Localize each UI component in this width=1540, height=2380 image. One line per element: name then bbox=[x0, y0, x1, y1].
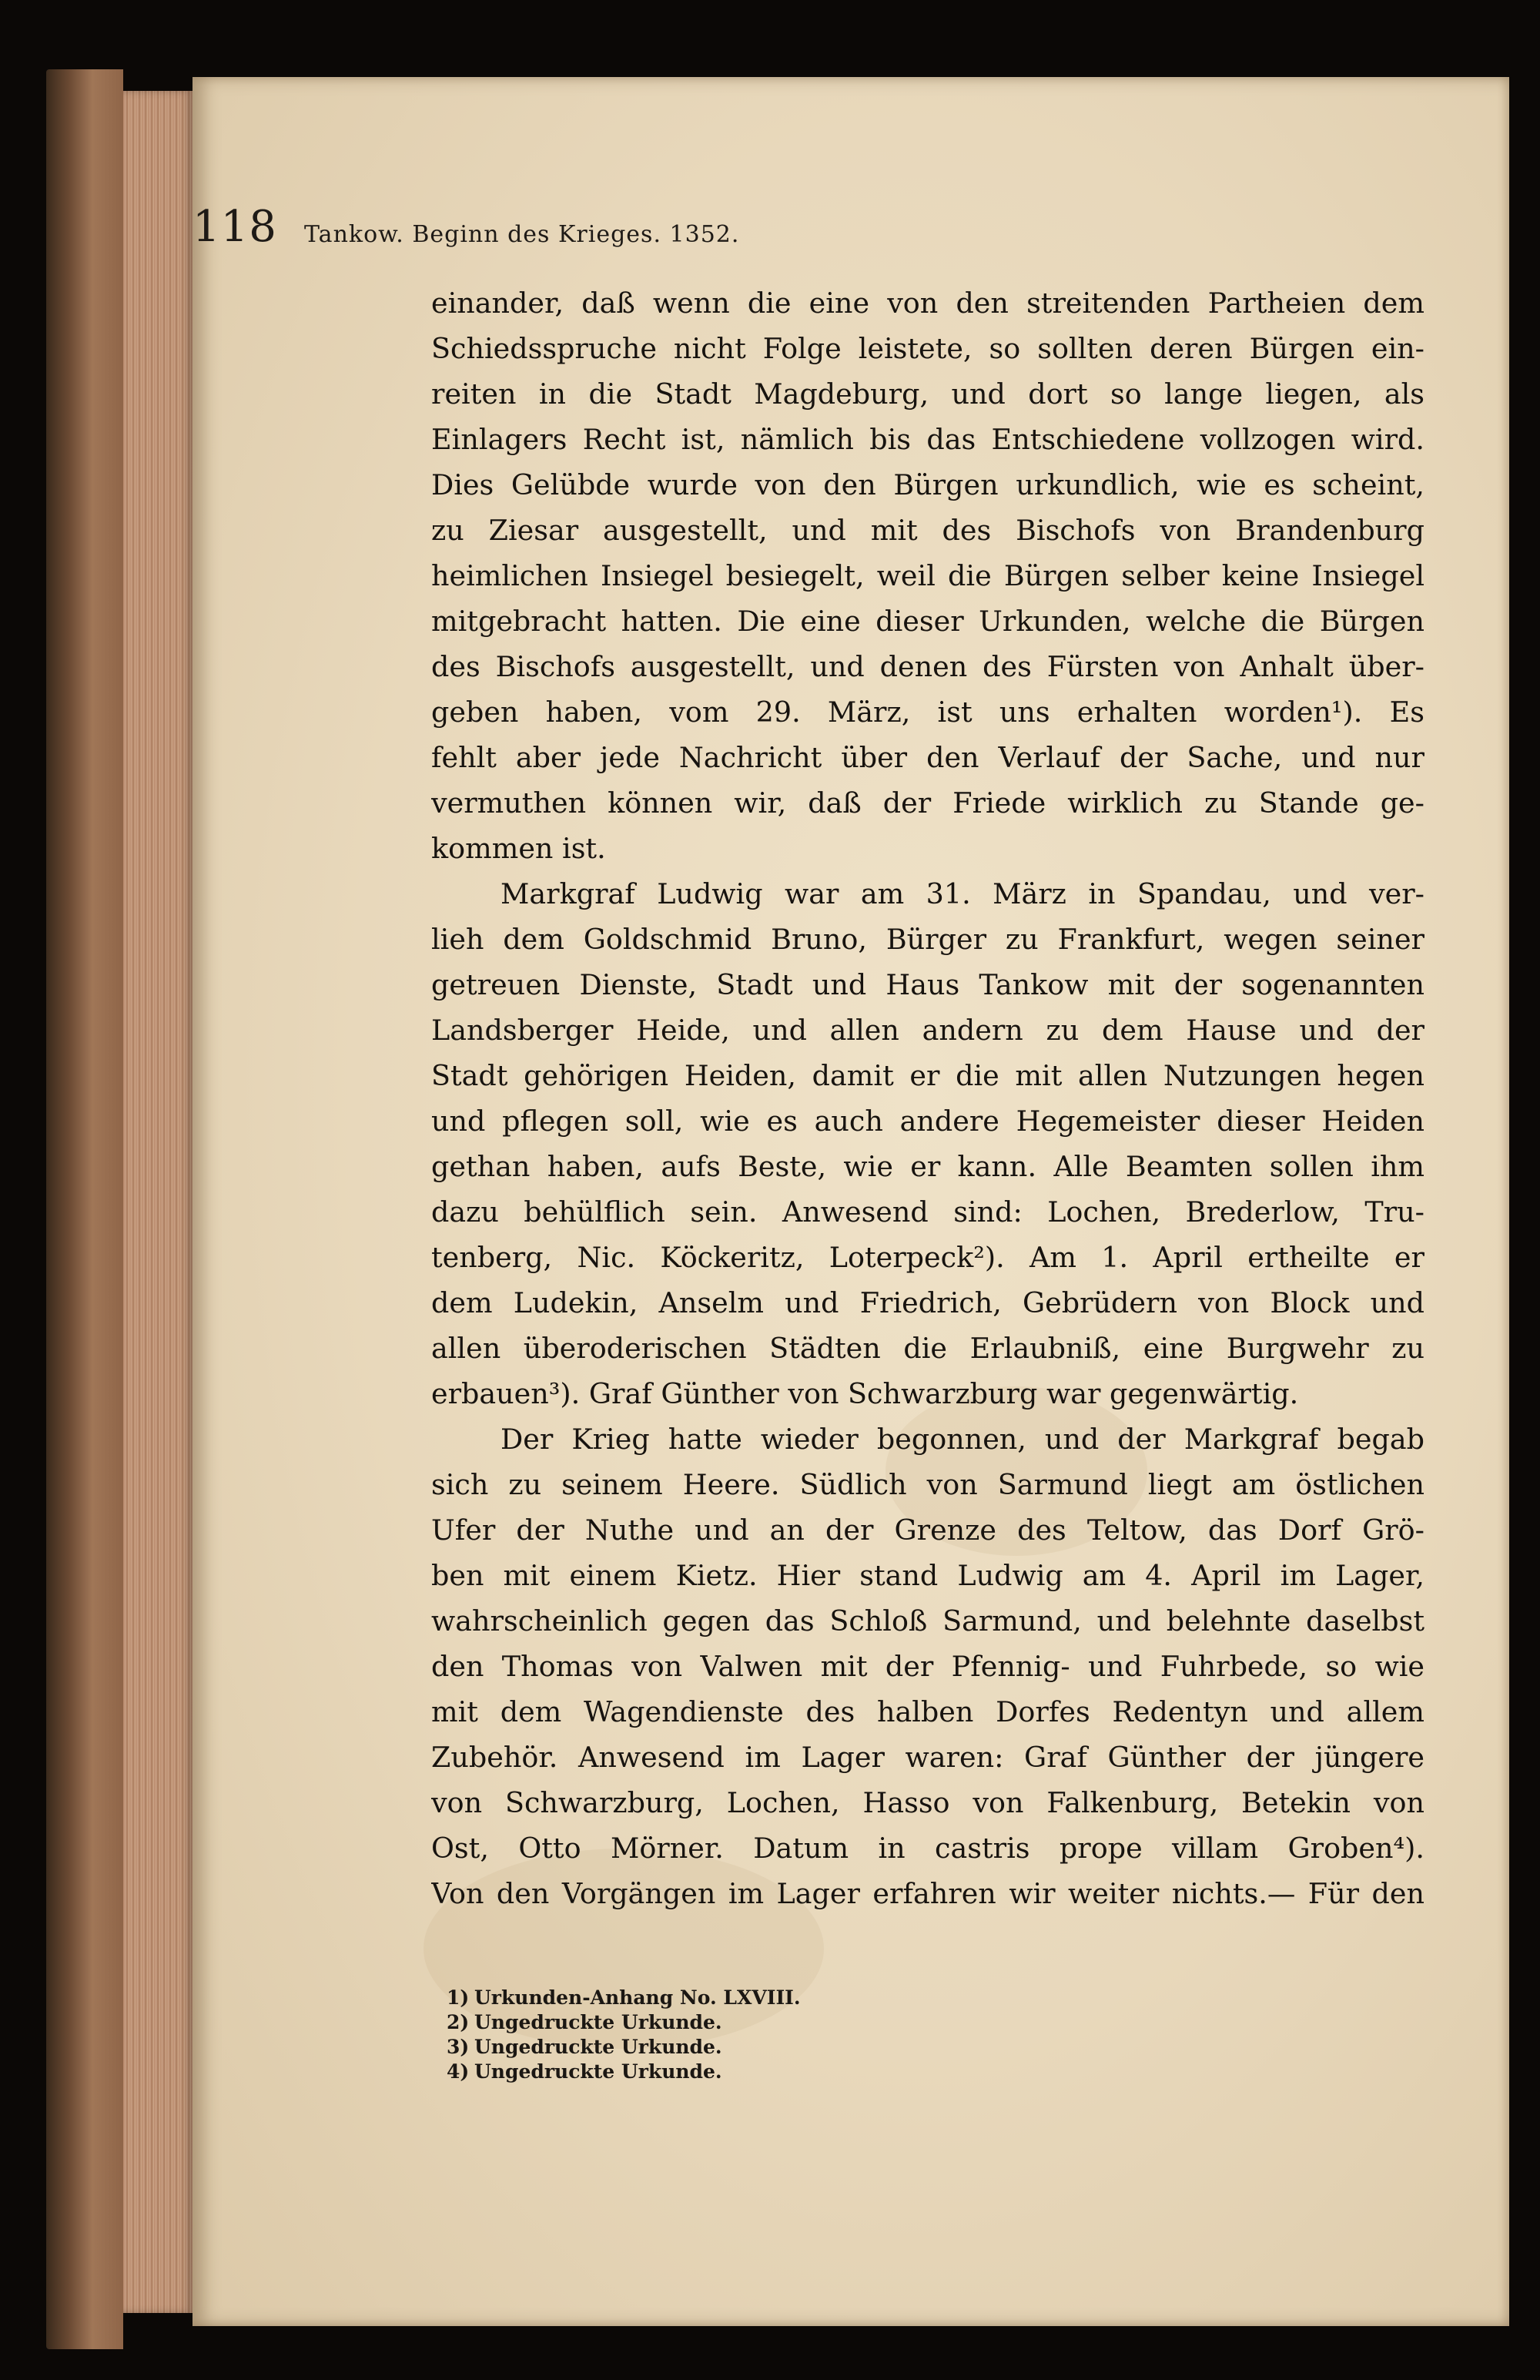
text-line: sich zu seinem Heere. Südlich von Sarmund liegt am östlichen bbox=[431, 1468, 1424, 1501]
text-line: Schiedsspruche nicht Folge leistete, so sollten deren Bürgen ein- bbox=[431, 332, 1424, 365]
text-line: Ufer der Nuthe und an der Grenze des Teltow, das Dorf Grö- bbox=[431, 1513, 1424, 1547]
text-line: dem Ludekin, Anselm und Friedrich, Gebrüdern von Block und bbox=[431, 1286, 1424, 1319]
text-line: ben mit einem Kietz. Hier stand Ludwig am 4. April im Lager, bbox=[431, 1559, 1424, 1592]
running-head: Tankow. Beginn des Krieges. 1352. bbox=[304, 221, 740, 248]
text-line: fehlt aber jede Nachricht über den Verlauf der Sache, und nur bbox=[431, 741, 1424, 774]
text-line: vermuthen können wir, daß der Friede wirklich zu Stande ge- bbox=[431, 786, 1424, 820]
text-line: tenberg, Nic. Köckeritz, Loterpeck²). Am 1. April ertheilte er bbox=[431, 1241, 1424, 1274]
text-line: Zubehör. Anwesend im Lager waren: Graf Günther der jüngere bbox=[431, 1741, 1424, 1774]
text-line: heimlichen Insiegel besiegelt, weil die Bürgen selber keine Insiegel bbox=[431, 559, 1424, 592]
text-line: Markgraf Ludwig war am 31. März in Spandau, und ver- bbox=[500, 877, 1424, 910]
book-spine bbox=[46, 69, 123, 2349]
text-line: Dies Gelübde wurde von den Bürgen urkundlich, wie es scheint, bbox=[431, 468, 1424, 501]
text-line: von Schwarzburg, Lochen, Hasso von Falkenburg, Betekin von bbox=[431, 1786, 1424, 1819]
footnote-number: 1) bbox=[447, 1986, 470, 2009]
text-line: Ost, Otto Mörner. Datum in castris prope villam Groben⁴). bbox=[431, 1832, 1424, 1865]
text-line: reiten in die Stadt Magdeburg, und dort so lange liegen, als bbox=[431, 377, 1424, 411]
text-line: Landsberger Heide, und allen andern zu dem Hause und der bbox=[431, 1014, 1424, 1047]
text-line: dazu behülflich sein. Anwesend sind: Lochen, Brederlow, Tru- bbox=[431, 1195, 1424, 1229]
text-line: einander, daß wenn die eine von den streitenden Partheien dem bbox=[431, 287, 1424, 320]
footnote-number: 2) bbox=[447, 2011, 470, 2033]
footnote-text: Ungedruckte Urkunde. bbox=[474, 2036, 722, 2058]
footnotes bbox=[447, 1986, 1140, 2084]
page-number: 118 bbox=[192, 202, 277, 252]
text-line: erbauen³). Graf Günther von Schwarzburg war gegenwärtig. bbox=[431, 1377, 1299, 1410]
text-line: allen überoderischen Städten die Erlaubniß, eine Burgwehr zu bbox=[431, 1332, 1424, 1365]
text-line: mitgebracht hatten. Die eine dieser Urkunden, welche die Bürgen bbox=[431, 605, 1424, 638]
footnote-number: 4) bbox=[447, 2060, 470, 2083]
page-edges bbox=[123, 91, 192, 2313]
footnote-text: Ungedruckte Urkunde. bbox=[474, 2060, 722, 2083]
text-line: kommen ist. bbox=[431, 832, 606, 865]
text-line: Einlagers Recht ist, nämlich bis das Entschiedene vollzogen wird. bbox=[431, 423, 1424, 456]
text-line: wahrscheinlich gegen das Schloß Sarmund, und belehnte daselbst bbox=[431, 1604, 1424, 1638]
footnote bbox=[447, 2035, 1140, 2060]
text-line: Der Krieg hatte wieder begonnen, und der Markgraf begab bbox=[500, 1423, 1424, 1456]
text-line: den Thomas von Valwen mit der Pfennig- und Fuhrbede, so wie bbox=[431, 1650, 1424, 1683]
text-line: zu Ziesar ausgestellt, und mit des Bischofs von Brandenburg bbox=[431, 514, 1424, 547]
footnote-text: Ungedruckte Urkunde. bbox=[474, 2011, 722, 2033]
text-line: lieh dem Goldschmid Bruno, Bürger zu Frankfurt, wegen seiner bbox=[431, 923, 1424, 956]
text-line: Von den Vorgängen im Lager erfahren wir weiter nichts.— Für den bbox=[431, 1877, 1424, 1910]
footnote bbox=[447, 1986, 1140, 2010]
footnote-number: 3) bbox=[447, 2036, 470, 2058]
text-line: Stadt gehörigen Heiden, damit er die mit allen Nutzungen hegen bbox=[431, 1059, 1424, 1092]
text-line: getreuen Dienste, Stadt und Haus Tankow mit der sogenannten bbox=[431, 968, 1424, 1001]
text-line: mit dem Wagendienste des halben Dorfes Redentyn und allem bbox=[431, 1695, 1424, 1728]
body-text bbox=[431, 280, 1424, 1916]
text-line: gethan haben, aufs Beste, wie er kann. Alle Beamten sollen ihm bbox=[431, 1150, 1424, 1183]
footnote bbox=[447, 2060, 1140, 2084]
text-line: geben haben, vom 29. März, ist uns erhalten worden¹). Es bbox=[431, 696, 1424, 729]
footnote bbox=[447, 2010, 1140, 2035]
text-line: und pflegen soll, wie es auch andere Hegemeister dieser Heiden bbox=[431, 1105, 1424, 1138]
text-line: des Bischofs ausgestellt, und denen des Fürsten von Anhalt über- bbox=[431, 650, 1424, 683]
footnote-text: Urkunden-Anhang No. LXVIII. bbox=[474, 1986, 801, 2009]
